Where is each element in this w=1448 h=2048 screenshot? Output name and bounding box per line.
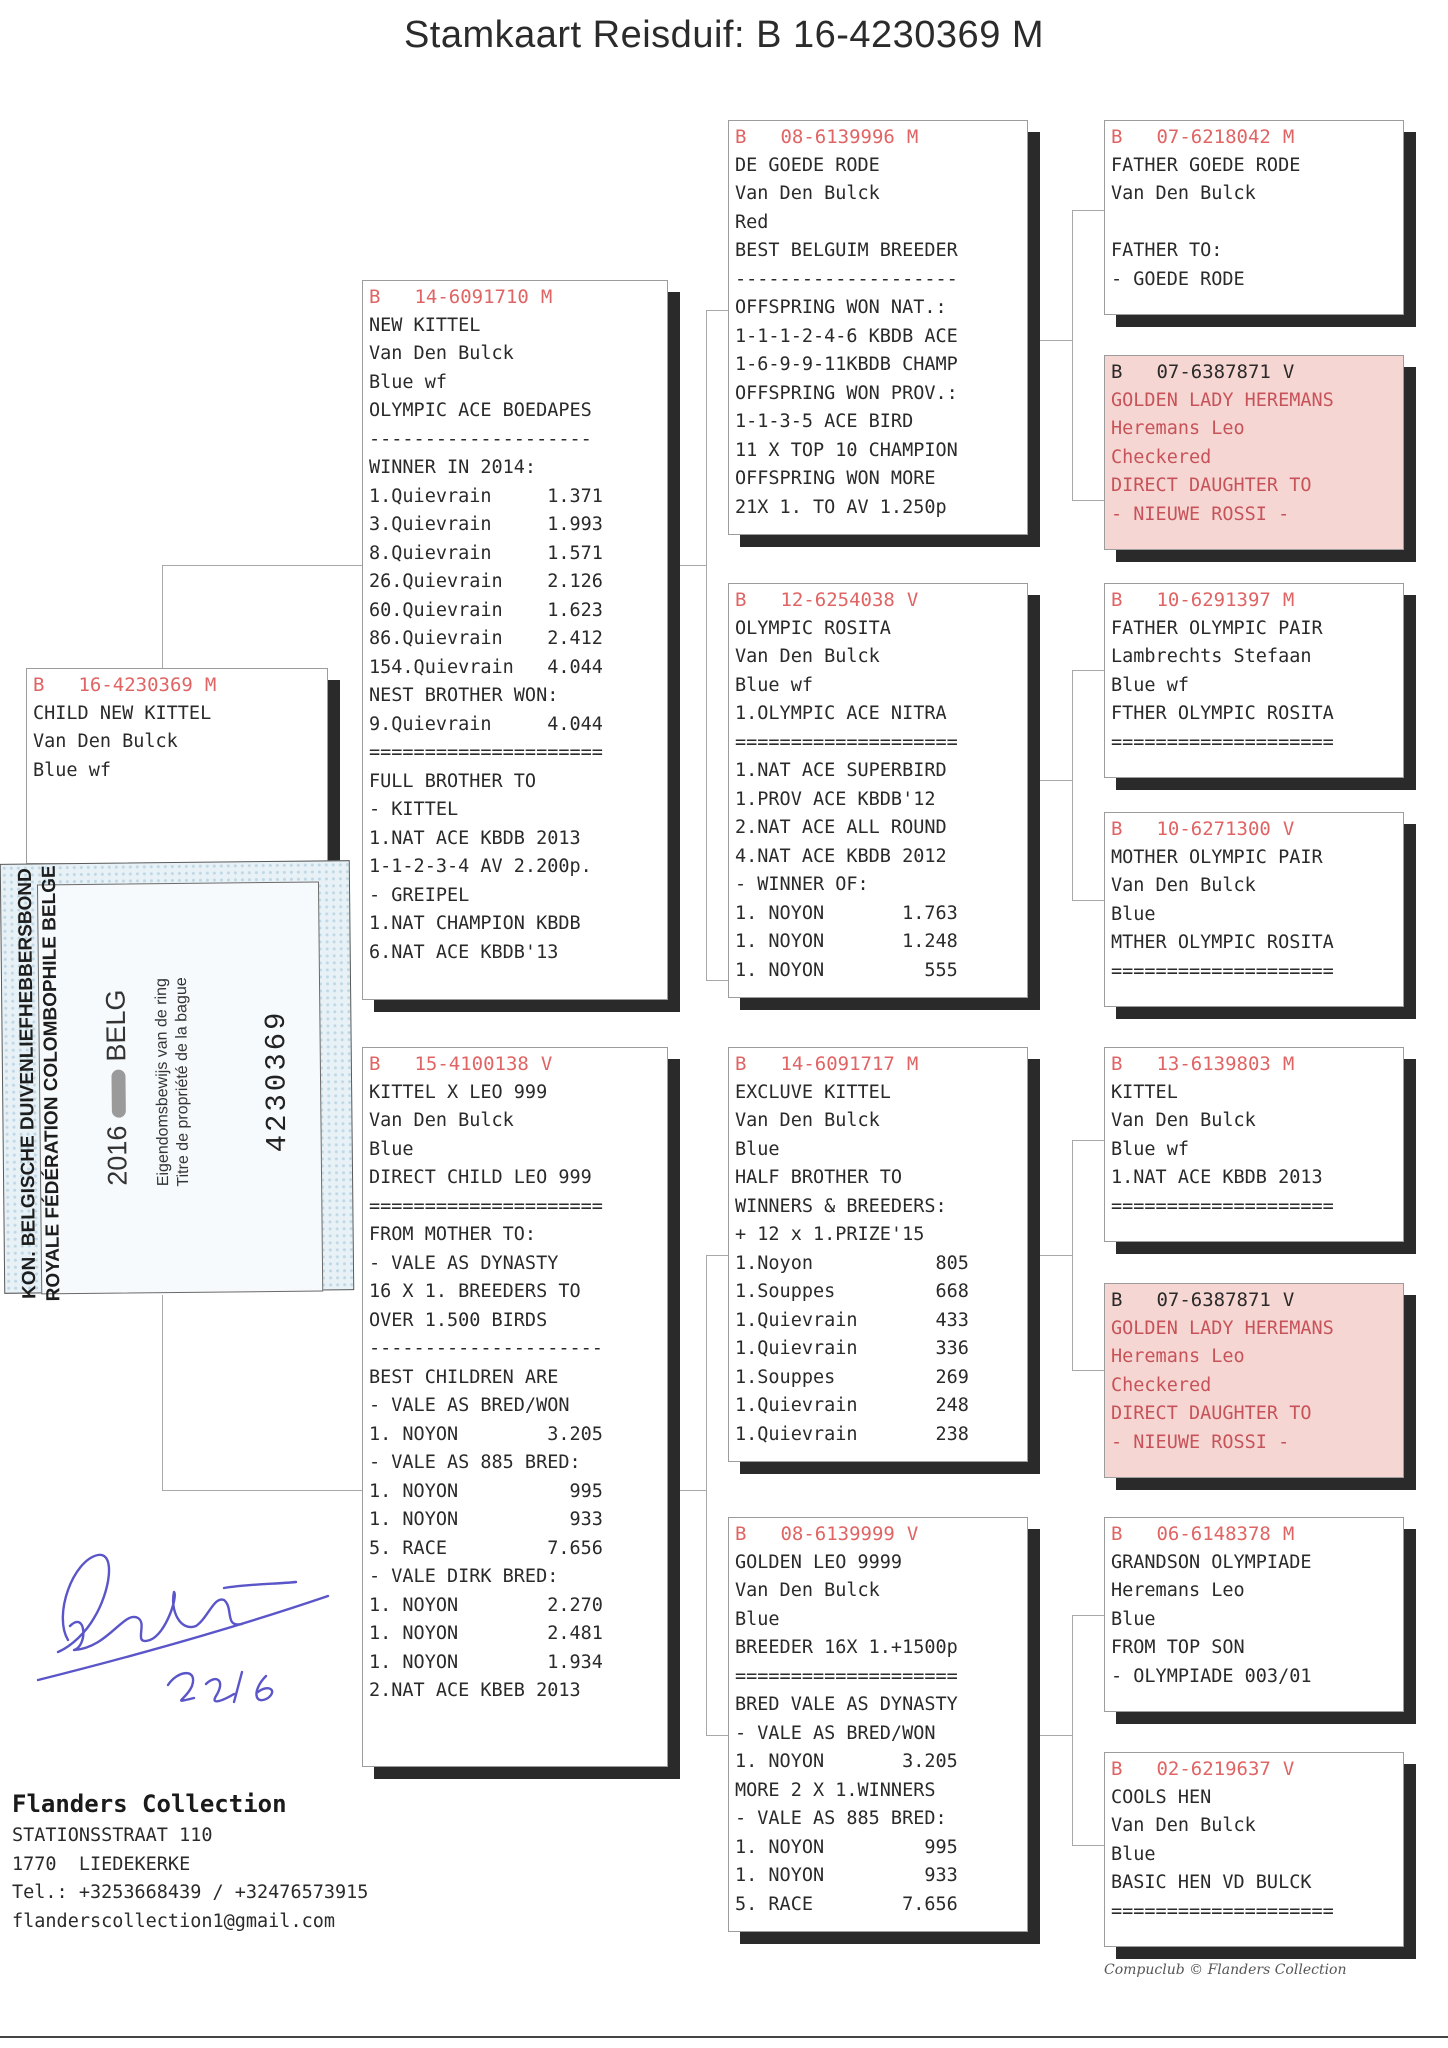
pedigree-line: COOLS HEN [1111, 1786, 1212, 1808]
pedigree-line [1111, 209, 1397, 238]
pedigree-line: 11 X TOP 10 CHAMPION [735, 439, 958, 461]
ring-proof-fr: Titre de propriété de la bague [172, 977, 193, 1187]
pedigree-line: FATHER GOEDE RODE [1111, 154, 1301, 176]
pedigree-line: WINNERS & BREEDERS: [735, 1195, 947, 1217]
pedigree-line: - KITTEL [369, 799, 459, 820]
pedigree-line: 26.Quievrain 2.126 [369, 571, 603, 592]
pedigree-line: OLYMPIC ROSITA [735, 617, 891, 639]
pedigree-line: ===================== [369, 1195, 603, 1217]
pedigree-box-father-mother [728, 583, 1028, 998]
pedigree-line: 1.OLYMPIC ACE NITRA [735, 703, 947, 724]
pedigree-line: - WINNER OF: [735, 874, 869, 895]
ring-number: 16-4230369 [78, 674, 193, 696]
ring-number: 12-6254038 [780, 589, 895, 611]
ring-year-country [101, 989, 134, 1185]
ring-country: B [1111, 818, 1123, 840]
bottom-rule [0, 2036, 1448, 2038]
footer-phone: Tel.: +3253668439 / +32476573915 [12, 1882, 369, 1903]
pedigree-line: NEST BROTHER WON: [369, 685, 559, 706]
pedigree-line: 3.Quievrain 1.993 [369, 514, 603, 535]
pedigree-line: 2.NAT ACE KBEB 2013 [369, 1680, 581, 1701]
pedigree-line: NEW KITTEL [369, 314, 481, 336]
ring-number: 14-6091710 [414, 286, 529, 308]
ring-federation-text [14, 865, 67, 1301]
pedigree-line: OVER 1.500 BIRDS [369, 1309, 548, 1331]
ring-sex: V [1282, 1758, 1295, 1780]
ring-number: 14-6091717 [780, 1053, 895, 1075]
pedigree-line: Blue [735, 1608, 780, 1630]
pedigree-line: 1. NOYON 995 [735, 1836, 958, 1858]
ring-ownership-card [0, 860, 354, 1302]
ring-year: 2016 [102, 1125, 133, 1186]
pedigree-line: WINNER IN 2014: [369, 457, 537, 478]
pedigree-line: 1.Souppes 668 [735, 1281, 969, 1302]
ring-country: B [33, 674, 45, 696]
pedigree-box-father-father [728, 120, 1028, 535]
ring-federation-nl: KON. BELGISCHE DUIVENLIEFHEBBERSBOND [14, 868, 41, 1300]
pedigree-line: GOLDEN LEO 9999 [735, 1551, 903, 1573]
pedigree-line: BRED VALE AS DYNASTY [735, 1694, 958, 1715]
ring-country: B [735, 589, 747, 611]
pedigree-line: OFFSPRING WON MORE [735, 468, 936, 489]
ring-sex: V [1282, 361, 1295, 383]
pedigree-line: 1. NOYON 2.270 [369, 1594, 603, 1616]
footer-city: 1770 LIEDEKERKE [12, 1853, 191, 1875]
ring-header [33, 671, 321, 700]
pedigree-line: 1-6-9-9-11KBDB CHAMP [735, 354, 958, 375]
ring-header [1111, 1050, 1397, 1079]
pedigree-line: Blue [735, 1138, 780, 1160]
pedigree-box-mff [1104, 1047, 1404, 1242]
pedigree-line: Lambrechts Stefaan [1111, 646, 1312, 667]
pedigree-line: 5. RACE 7.656 [369, 1537, 603, 1559]
pedigree-box-mmm [1104, 1752, 1404, 1947]
pedigree-line: ==================== [1111, 731, 1334, 753]
pedigree-line: GOLDEN LADY HEREMANS [1111, 389, 1334, 411]
pedigree-line: 9.Quievrain 4.044 [369, 713, 603, 735]
ring-number: 13-6139803 [1156, 1053, 1271, 1075]
pedigree-line: Heremans Leo [1111, 418, 1245, 439]
pedigree-line: GRANDSON OLYMPIADE [1111, 1551, 1312, 1573]
pedigree-line: Blue wf [369, 371, 447, 393]
pedigree-box-fff [1104, 120, 1404, 315]
pedigree-line: 1. NOYON 1.248 [735, 931, 958, 952]
pedigree-line: Blue [1111, 903, 1156, 925]
ring-country: B [1111, 1758, 1123, 1780]
pedigree-line: 1.Quievrain 336 [735, 1338, 969, 1359]
pedigree-line: DIRECT CHILD LEO 999 [369, 1167, 592, 1188]
handwritten-signature [28, 1500, 348, 1720]
page-title: Stamkaart Reisduif: B 16-4230369 M [403, 14, 1045, 56]
pedigree-line: BEST CHILDREN ARE [369, 1366, 559, 1388]
pedigree-line: 16 X 1. BREEDERS TO [369, 1281, 581, 1302]
pedigree-line: - VALE DIRK BRED: [369, 1566, 559, 1587]
pedigree-line: Van Den Bulck [1111, 183, 1256, 204]
ring-country: B [1111, 1053, 1123, 1075]
pedigree-line: + 12 x 1.PRIZE'15 [735, 1224, 925, 1245]
pedigree-line: 4.NAT ACE KBDB 2012 [735, 845, 947, 867]
footer-company-name: Flanders Collection [12, 1790, 287, 1818]
pedigree-line: Van Den Bulck [33, 731, 178, 752]
pedigree-line: 1. NOYON 3.205 [735, 1751, 958, 1772]
ring-federation-fr: ROYALE FÉDÉRATION COLOMBOPHILE BELGE [38, 865, 65, 1302]
pedigree-line: DIRECT DAUGHTER TO [1111, 475, 1312, 496]
pedigree-line: 21X 1. TO AV 1.250p [735, 496, 947, 518]
ring-number: 07-6387871 [1156, 361, 1271, 383]
ring-sex: V [906, 1523, 919, 1545]
pedigree-line: - VALE AS BRED/WON [735, 1722, 936, 1744]
pedigree-line: 1.Noyon 805 [735, 1252, 969, 1274]
pedigree-box-mfm [1104, 1283, 1404, 1478]
pedigree-box-mmf [1104, 1517, 1404, 1712]
pedigree-line: FATHER OLYMPIC PAIR [1111, 617, 1323, 639]
pedigree-line: 1. NOYON 995 [369, 1480, 603, 1502]
ring-number: 08-6139996 [780, 126, 895, 148]
pedigree-line: Van Den Bulck [1111, 1815, 1256, 1836]
pedigree-line: 1.NAT ACE SUPERBIRD [735, 760, 947, 781]
pedigree-line: 1.Quievrain 433 [735, 1309, 969, 1331]
ring-number: 02-6219637 [1156, 1758, 1271, 1780]
pedigree-line: Checkered [1111, 446, 1212, 468]
pedigree-line: ==================== [1111, 1195, 1334, 1217]
pedigree-line: MTHER OLYMPIC ROSITA [1111, 932, 1334, 953]
pedigree-box-mother-mother [728, 1517, 1028, 1932]
ring-header [1111, 123, 1397, 152]
pedigree-line: Van Den Bulck [735, 1580, 880, 1601]
ring-number: 10-6291397 [1156, 589, 1271, 611]
ring-sex: M [1282, 126, 1295, 148]
pedigree-line: Red [735, 211, 769, 233]
ring-header [735, 1050, 1021, 1079]
pedigree-line: Van Den Bulck [735, 646, 880, 667]
pedigree-line: 8.Quievrain 1.571 [369, 542, 603, 564]
ring-header [1111, 815, 1397, 844]
pedigree-line: FTHER OLYMPIC ROSITA [1111, 703, 1334, 724]
ring-header [1111, 1755, 1397, 1784]
ring-sex: M [1282, 1053, 1295, 1075]
pedigree-line: - VALE AS 885 BRED: [369, 1452, 581, 1473]
pedigree-line: - VALE AS DYNASTY [369, 1252, 559, 1274]
ring-number: 08-6139999 [780, 1523, 895, 1545]
ring-sex: V [906, 589, 919, 611]
pedigree-line: BEST BELGUIM BREEDER [735, 240, 958, 261]
pedigree-line: 60.Quievrain 1.623 [369, 599, 603, 621]
pedigree-line: Van Den Bulck [735, 1110, 880, 1131]
pedigree-line: BREEDER 16X 1.+1500p [735, 1637, 958, 1658]
pedigree-line: FATHER TO: [1111, 240, 1223, 261]
ring-proof-text [152, 977, 194, 1187]
pedigree-box-fmm [1104, 812, 1404, 1007]
pedigree-line: 1.Quievrain 248 [735, 1395, 969, 1416]
pedigree-line: Blue [1111, 1843, 1156, 1865]
pedigree-line: 1. NOYON 3.205 [369, 1423, 603, 1445]
pedigree-line: 2.NAT ACE ALL ROUND [735, 817, 947, 838]
ring-header [1111, 358, 1397, 387]
pedigree-line: - NIEUWE ROSSI - [1111, 503, 1290, 525]
pedigree-line: Blue [1111, 1608, 1156, 1630]
ring-country: B [369, 1053, 381, 1075]
ring-country: B [1111, 361, 1123, 383]
pedigree-line: - VALE AS 885 BRED: [735, 1808, 947, 1829]
ring-sex: M [1282, 589, 1295, 611]
ring-country: B [735, 126, 747, 148]
pedigree-box-mother-father [728, 1047, 1028, 1462]
pedigree-line: Van Den Bulck [735, 183, 880, 204]
pedigree-line: MORE 2 X 1.WINNERS [735, 1779, 936, 1801]
pedigree-box-fmf [1104, 583, 1404, 778]
pedigree-line: 1. NOYON 1.934 [369, 1651, 603, 1673]
ring-sex: V [1282, 1289, 1295, 1311]
pedigree-line: KITTEL [1111, 1081, 1178, 1103]
pedigree-line: FROM MOTHER TO: [369, 1224, 537, 1245]
pedigree-line: KITTEL X LEO 999 [369, 1081, 548, 1103]
pedigree-line: 1.Souppes 269 [735, 1366, 969, 1388]
ring-proof-nl: Eigendomsbewijs van de ring [152, 978, 173, 1187]
pedigree-box-mother [362, 1047, 668, 1767]
pedigree-line: OFFSPRING WON PROV.: [735, 382, 958, 404]
footer-address: STATIONSSTRAAT 110 [12, 1825, 213, 1846]
pedigree-line: - NIEUWE ROSSI - [1111, 1431, 1290, 1453]
ring-country: B [1111, 126, 1123, 148]
pedigree-line: Van Den Bulck [369, 343, 514, 364]
pedigree-line: ==================== [1111, 960, 1334, 982]
pedigree-line: Blue wf [1111, 674, 1189, 696]
ring-sex: M [1282, 1523, 1295, 1545]
ring-number: 07-6387871 [1156, 1289, 1271, 1311]
pedigree-line: Blue wf [1111, 1138, 1189, 1160]
pedigree-line: Van Den Bulck [369, 1110, 514, 1131]
pedigree-line: DIRECT DAUGHTER TO [1111, 1403, 1312, 1424]
pedigree-line: - GOEDE RODE [1111, 268, 1245, 290]
pedigree-line: 1.NAT ACE KBDB 2013 [1111, 1167, 1323, 1188]
pedigree-line: 1.Quievrain 238 [735, 1423, 969, 1445]
pedigree-line: 1.PROV ACE KBDB'12 [735, 788, 936, 810]
pedigree-line: 6.NAT ACE KBDB'13 [369, 941, 559, 963]
pedigree-line: Heremans Leo [1111, 1580, 1245, 1601]
pedigree-line: GOLDEN LADY HEREMANS [1111, 1317, 1334, 1339]
pedigree-box-father [362, 280, 668, 1000]
ring-number: 10-6271300 [1156, 818, 1271, 840]
pedigree-line: 1.NAT CHAMPION KBDB [369, 913, 581, 934]
pedigree-line: 5. RACE 7.656 [735, 1893, 958, 1915]
ring-sex: M [540, 286, 553, 308]
pedigree-line: --------------------- [369, 1338, 603, 1359]
footer-contact [12, 1786, 368, 1936]
pedigree-line: 1.NAT ACE KBDB 2013 [369, 827, 581, 849]
pedigree-box-ffm [1104, 355, 1404, 550]
pedigree-line: -------------------- [369, 428, 592, 450]
pedigree-line: OLYMPIC ACE BOEDAPES [369, 400, 592, 421]
ring-number: 06-6148378 [1156, 1523, 1271, 1545]
pedigree-line: 1. NOYON 555 [735, 959, 958, 981]
pedigree-line: CHILD NEW KITTEL [33, 702, 212, 724]
pedigree-line: 1.Quievrain 1.371 [369, 485, 603, 507]
pedigree-line: OFFSPRING WON NAT.: [735, 297, 947, 318]
ring-header [735, 1520, 1021, 1549]
pedigree-line: - OLYMPIADE 003/01 [1111, 1665, 1312, 1687]
ring-country: B [369, 286, 381, 308]
pedigree-line: ==================== [735, 731, 958, 753]
ring-sex: V [540, 1053, 553, 1075]
pedigree-line: Blue [369, 1138, 414, 1160]
ring-number: 15-4100138 [414, 1053, 529, 1075]
ring-country: BELG [100, 989, 132, 1062]
ring-sex: M [204, 674, 217, 696]
pedigree-line: Van Den Bulck [1111, 1110, 1256, 1131]
ring-header [369, 283, 661, 312]
pedigree-line: Van Den Bulck [1111, 875, 1256, 896]
pedigree-line: Checkered [1111, 1374, 1212, 1396]
ring-country: B [1111, 1523, 1123, 1545]
pedigree-line: 1-1-2-3-4 AV 2.200p. [369, 856, 592, 877]
pedigree-line: ==================== [735, 1665, 958, 1687]
ring-sex: M [906, 126, 919, 148]
pedigree-line: ===================== [369, 742, 603, 763]
pedigree-line: Heremans Leo [1111, 1346, 1245, 1367]
crest-icon [111, 1070, 126, 1118]
pedigree-line: HALF BROTHER TO [735, 1167, 903, 1188]
pedigree-line: Blue wf [735, 674, 813, 696]
ring-sex: V [1282, 818, 1295, 840]
pedigree-line: ==================== [1111, 1900, 1334, 1922]
pedigree-box-subject [26, 668, 328, 864]
pedigree-line: DE GOEDE RODE [735, 154, 880, 176]
footer-email[interactable]: flanderscollection1@gmail.com [12, 1910, 336, 1932]
pedigree-line: 86.Quievrain 2.412 [369, 628, 603, 649]
pedigree-line: 1. NOYON 933 [369, 1509, 603, 1530]
ring-sex: M [906, 1053, 919, 1075]
pedigree-line: Blue wf [33, 759, 111, 781]
ring-country: B [735, 1523, 747, 1545]
pedigree-line: 1. NOYON 2.481 [369, 1623, 603, 1644]
pedigree-line: EXCLUVE KITTEL [735, 1081, 891, 1103]
ring-header [1111, 1520, 1397, 1549]
ring-number: 07-6218042 [1156, 126, 1271, 148]
pedigree-line: 1-1-3-5 ACE BIRD [735, 411, 914, 432]
pedigree-line: FROM TOP SON [1111, 1637, 1245, 1658]
pedigree-line: 1. NOYON 1.763 [735, 902, 958, 924]
pedigree-line: 1-1-1-2-4-6 KBDB ACE [735, 325, 958, 347]
software-credit: Compuclub © Flanders Collection [1104, 1962, 1347, 1978]
ring-country: B [735, 1053, 747, 1075]
pedigree-line: - VALE AS BRED/WON [369, 1395, 570, 1416]
ring-country: B [1111, 1289, 1123, 1311]
pedigree-line: 154.Quievrain 4.044 [369, 656, 603, 678]
ring-header [735, 123, 1021, 152]
ring-number: 4230369 [259, 1009, 295, 1153]
ring-header [735, 586, 1021, 615]
pedigree-line: - GREIPEL [369, 884, 470, 906]
pedigree-line: MOTHER OLYMPIC PAIR [1111, 846, 1323, 868]
ring-header [1111, 1286, 1397, 1315]
ring-header [1111, 586, 1397, 615]
ring-country: B [1111, 589, 1123, 611]
ring-header [369, 1050, 661, 1079]
pedigree-line: FULL BROTHER TO [369, 770, 537, 792]
pedigree-line: 1. NOYON 933 [735, 1865, 958, 1886]
pedigree-line: BASIC HEN VD BULCK [1111, 1872, 1312, 1893]
pedigree-line: -------------------- [735, 268, 958, 290]
